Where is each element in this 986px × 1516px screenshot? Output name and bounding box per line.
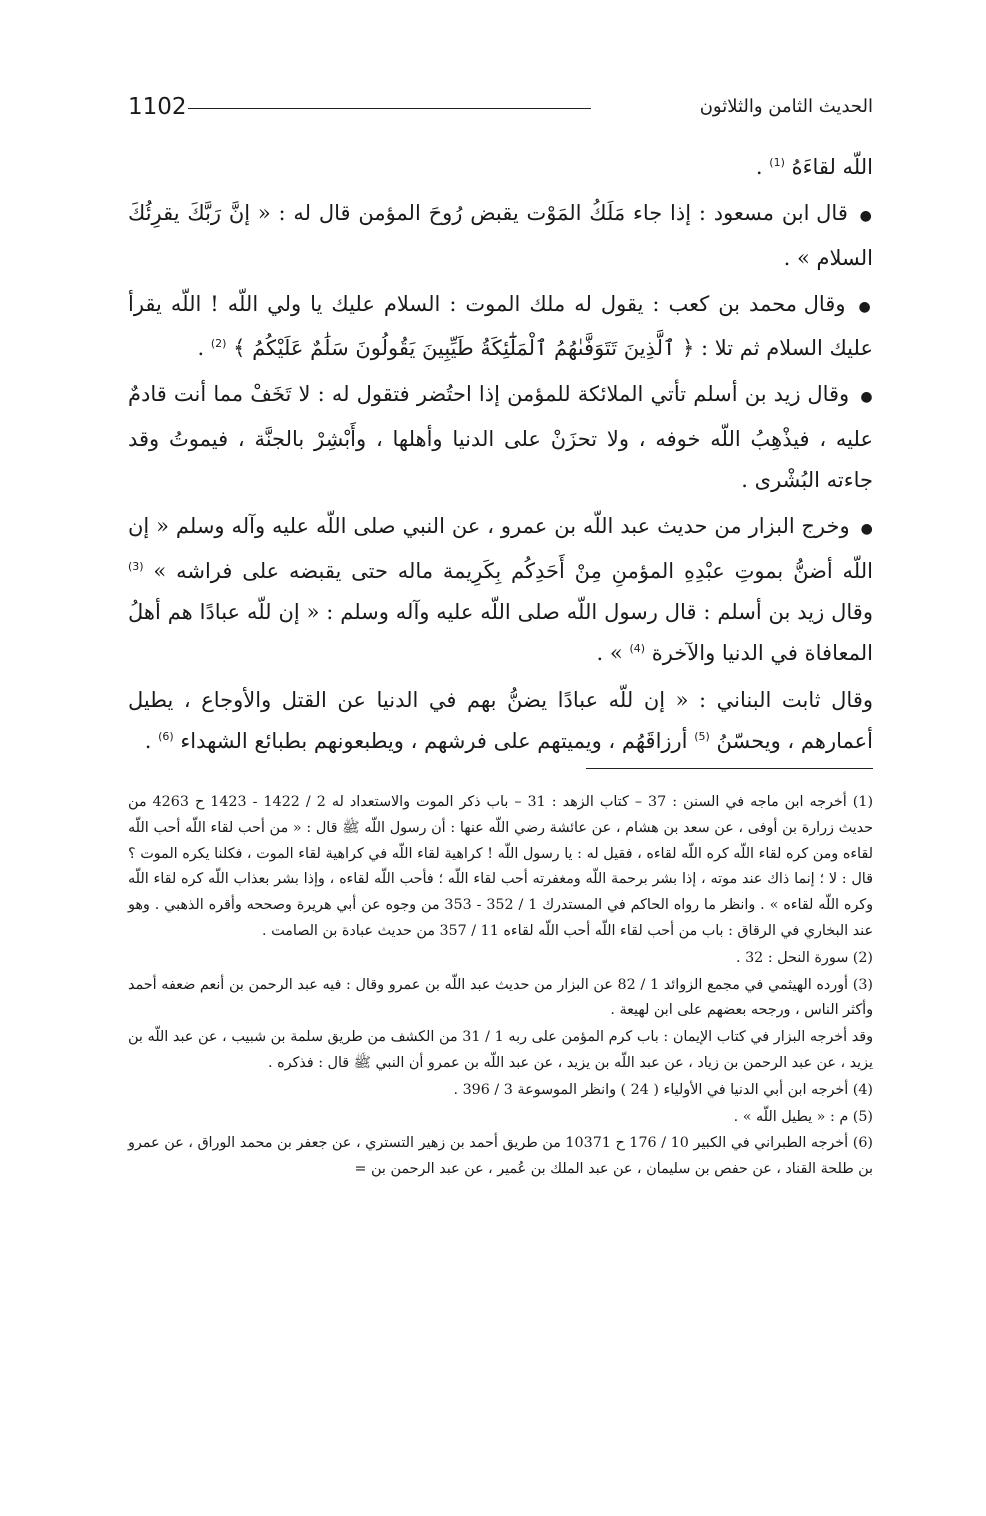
- paragraph-end: .: [144, 728, 152, 753]
- paragraph-text: وقال ثابت البناني : « إن للّه عبادًا يضنُّ بهم في الدنيا عن القتل والأوجاع ، يطيل أعمارهم ، ويحسّنُ: [128, 687, 873, 753]
- main-text: [128, 147, 873, 767]
- paragraph-text: وقال زيد بن أسلم تأتي الملائكة للمؤمن إذا احتُضر فتقول له : لا تَخَفْ مما أنت قادمٌ عليه ، فيذْهِبُ اللّه خوفه ، ولا تحزَنْ على الدنيا وأهلها ، وأَبْشِرْ بالجنَّة ، فيموتُ وقد جاءته البُشْرى .: [128, 382, 873, 493]
- paragraph-text: وقال زيد بن أسلم : قال رسول اللّه صلى اللّه عليه وآله وسلم : « إن للّه عبادًا هم أهلُ المعافاة في الدنيا والآخرة: [128, 599, 873, 666]
- footnote-2: (2) سورة النحل : 32 .: [735, 949, 873, 966]
- footnotes: [128, 790, 873, 1184]
- page-number: 1102: [128, 94, 187, 120]
- paragraph-4: [128, 374, 873, 501]
- paragraph-text: اللّه لقاءَهُ: [791, 155, 873, 179]
- paragraph-end: » .: [596, 641, 623, 666]
- paragraph-2: [128, 193, 873, 279]
- chapter-title: الحديث الثامن والثلاثون: [699, 96, 873, 117]
- paragraph-6: [128, 680, 873, 763]
- footnote-6: (6) أخرجه الطبراني في الكبير 10 / 176 ح 10371 من طريق أحمد بن زهير التستري ، عن جعفر بن محمد الوراق ، عن عمرو بن طلحة القناد ، عن حفص بن سليمان ، عن عبد الملك بن عُمير ، عن عبد الرحمن بن =: [128, 1135, 873, 1178]
- paragraph-end: .: [755, 155, 763, 179]
- footnote-ref[interactable]: (5): [694, 729, 710, 743]
- footnote-1: (1) أخرجه ابن ماجه في السنن : 37 – كتاب الزهد : 31 – باب ذكر الموت والاستعداد له 2 / 1422 - 1423 ح 4263 من حديث زرارة بن أوفى ، عن سعد بن هشام ، عن عائشة رضي اللّه عنها : أن رسول اللّه ﷺ قال : « من أحب لقاء اللّه أحب اللّه لقاءه ومن كره لقاء اللّه كره اللّه لقاءه ، فقيل له : يا رسول اللّه ! كراهية لقاء اللّه في كراهية لقاء الموت ، فكلنا يكره الموت ؟ قال : لا ؛ إنما ذاك عند موته ، إذا بشر برحمة اللّه ومغفرته أحب لقاء اللّه ؛ فأحب اللّه لقاءه ، وإذا بشر بعذاب اللّه كره لقاء اللّه وكره اللّه لقاءه » . وانظر ما رواه الحاكم في المستدرك 1 / 352 - 353 من وجوه عن أبي هريرة وصححه وأقره الذهبي . وهو عند البخاري في الرقاق : باب من أحب لقاء اللّه أحب اللّه لقاءه 11 / 357 من حديث عبادة بن الصامت .: [128, 794, 874, 939]
- header-rule: [188, 108, 591, 109]
- footnote-3-continued: وقد أخرجه البزار في كتاب الإيمان : باب كرم المؤمن على ربه 1 / 31 من الكشف من طريق سلمة بن شبيب ، عن عبد اللّه بن يزيد ، عن عبد الرحمن بن زياد ، عن عبد اللّه بن يزيد ، عن عبد اللّه بن عمرو أن النبي ﷺ قال : فذكره .: [128, 1029, 873, 1071]
- bullet-icon: ●: [860, 521, 874, 538]
- footnote-ref[interactable]: (3): [128, 559, 144, 573]
- footnote-ref[interactable]: (4): [629, 642, 646, 656]
- paragraph-3: [128, 284, 873, 370]
- footnote-ref[interactable]: (6): [158, 729, 174, 743]
- bullet-icon: ●: [860, 389, 873, 406]
- paragraph-5: [128, 506, 873, 674]
- paragraph-text: أرزاقَهُم ، ويميتهم على فرشهم ، ويطبعونهم بطبائع الشهداء: [180, 728, 688, 753]
- paragraph-1: [128, 147, 873, 188]
- paragraph-end: .: [197, 336, 205, 361]
- footnote-ref[interactable]: (2): [210, 337, 227, 351]
- running-header: [128, 92, 873, 128]
- paragraph-text: وقال محمد بن كعب : يقول له ملك الموت : السلام عليك يا ولي اللّه ! اللّه يقرأ عليك السلام ثم تلا : ﴿ ٱلَّذِينَ تَتَوَفَّىٰهُمُ ٱلْمَلَٰٓئِكَةُ طَيِّبِينَ يَقُولُونَ سَلَٰمٌ عَلَيْكُمُ ﴾: [128, 291, 873, 361]
- footnote-5: (5) م : « يطيل اللّه » .: [733, 1108, 873, 1125]
- bullet-icon: ●: [859, 208, 873, 225]
- footnote-3: (3) أورده الهيثمي في مجمع الزوائد 1 / 82 عن البزار من حديث عبد اللّه بن عمرو وقال : فيه عبد الرحمن بن أنعم ضعفه أحمد وأكثر الناس ، ورجحه بعضهم على ابن لهيعة .: [128, 976, 873, 1019]
- bullet-icon: ●: [858, 298, 874, 315]
- footnote-ref[interactable]: (1): [769, 156, 785, 169]
- paragraph-text: وخرج البزار من حديث عبد اللّه بن عمرو ، عن النبي صلى اللّه عليه وآله وسلم « إن اللّه أضنُّ بموتِ عبْدِهِ المؤمنِ مِنْ أَحَدِكُم بِكَرِيمة ماله حتى يقبضه على فراشه »: [128, 514, 873, 583]
- footnote-4: (4) أخرجه ابن أبي الدنيا في الأولياء ( 24 ) وانظر الموسوعة 3 / 396 .: [453, 1081, 873, 1098]
- paragraph-text: قال ابن مسعود : إذا جاء مَلَكُ المَوْت يقبض رُوحَ المؤمن قال له : « إنَّ رَبَّكَ يقرِئُكَ السلام » .: [128, 201, 873, 270]
- footnote-separator: [586, 768, 873, 769]
